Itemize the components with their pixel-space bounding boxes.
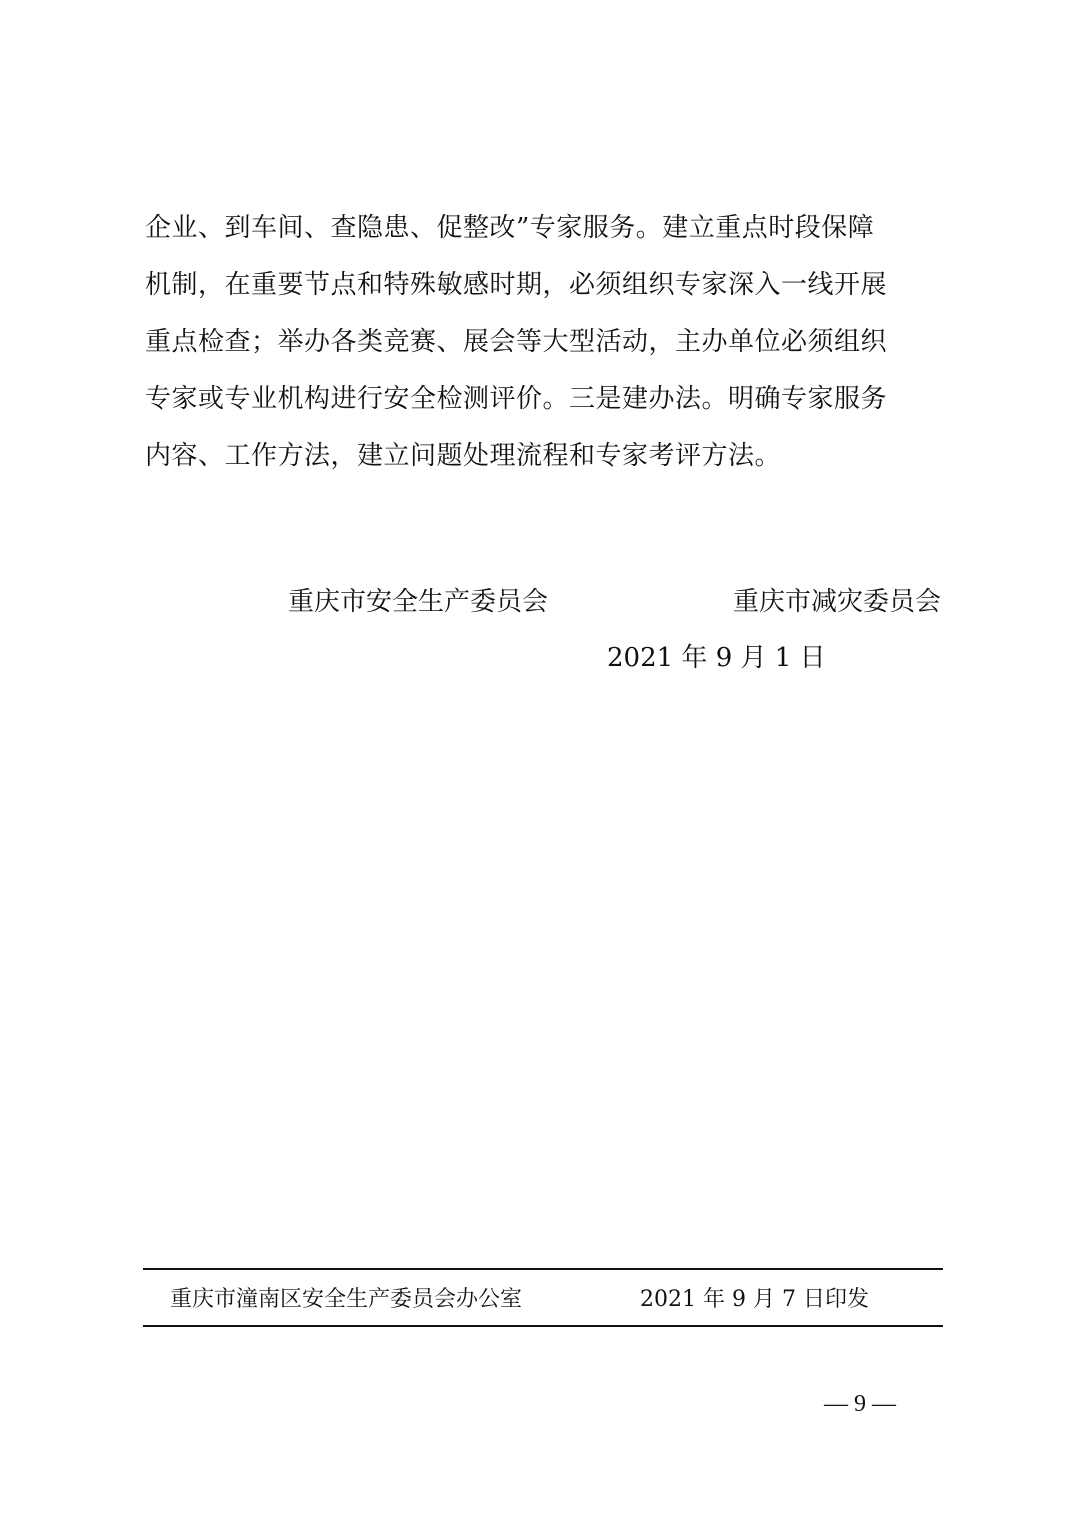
signature-date: 2021 年 9 月 1 日 [607,643,826,673]
footer-bottom-rule [143,1325,943,1327]
footer-issuer: 重庆市潼南区安全生产委员会办公室 [170,1287,523,1312]
body-line: 重点检查；举办各类竞赛、展会等大型活动，主办单位必须组织 [145,327,888,357]
body-line: 企业、到车间、查隐患、促整改”专家服务。建立重点时段保障 [145,213,875,243]
signature-org-safety-committee: 重庆市安全生产委员会 [288,587,549,617]
signature-org-disaster-committee: 重庆市减灾委员会 [732,587,941,617]
footer-issue-date: 2021 年 9 月 7 日印发 [640,1287,869,1312]
body-paragraph [145,200,945,485]
body-line: 专家或专业机构进行安全检测评价。三是建办法。明确专家服务 [145,384,888,414]
body-line: 机制，在重要节点和特殊敏感时期，必须组织专家深入一线开展 [145,270,888,300]
body-line: 内容、工作方法，建立问题处理流程和专家考评方法。 [145,441,782,471]
footer-top-rule [143,1268,943,1270]
page-number: — 9 — [824,1391,896,1417]
